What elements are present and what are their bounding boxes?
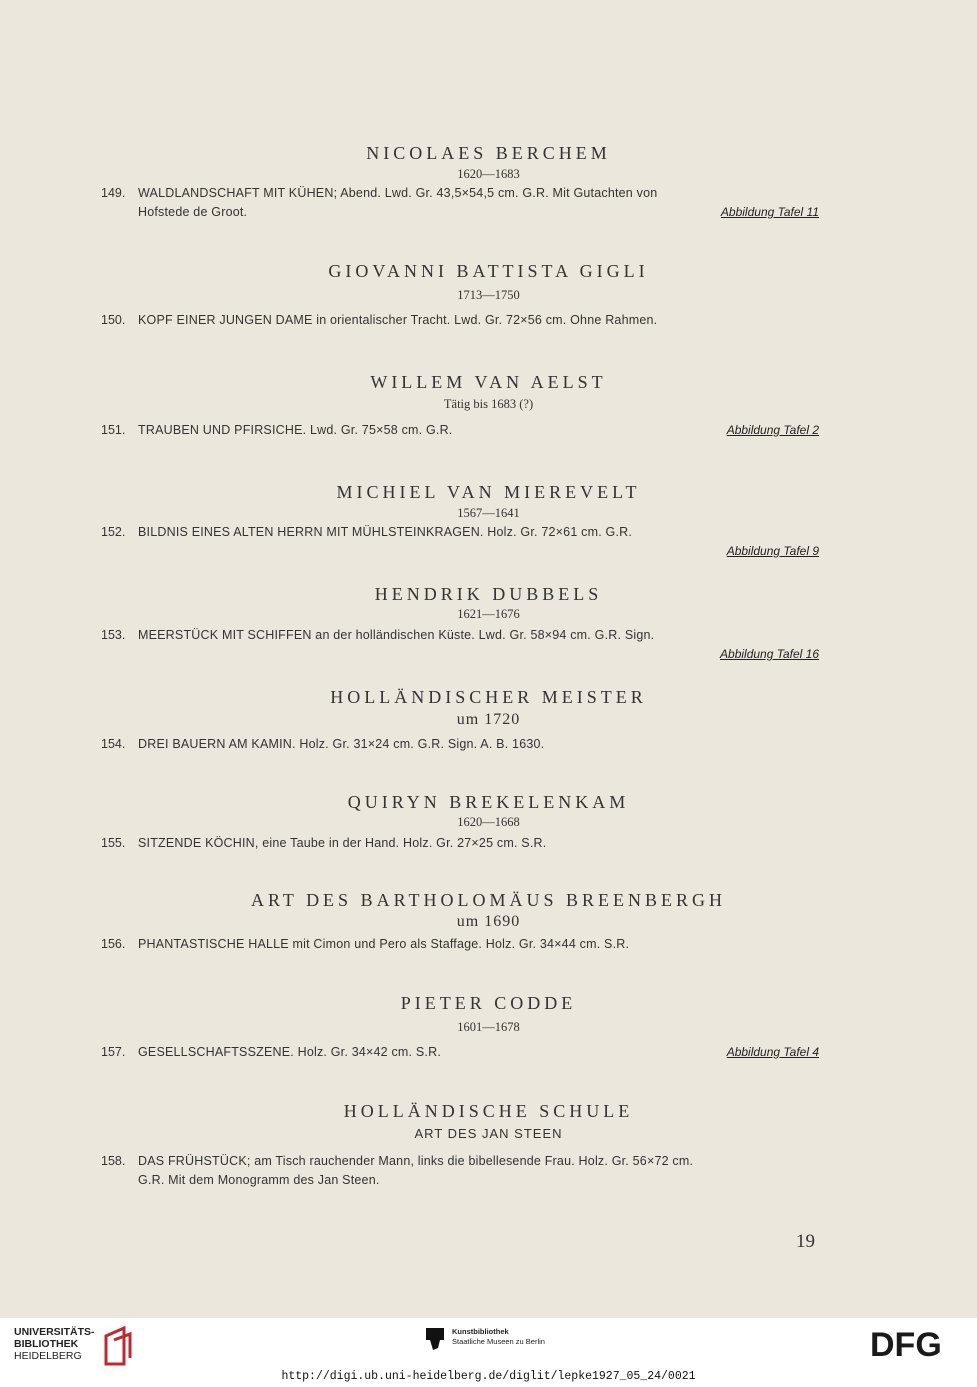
lot-number: 157. bbox=[101, 1045, 126, 1059]
uni-line-3: HEIDELBERG bbox=[14, 1350, 82, 1362]
lot-number: 153. bbox=[101, 628, 126, 642]
artist-heading: PIETER CODDE bbox=[400, 993, 577, 1013]
lot-number: 154. bbox=[101, 737, 126, 751]
artist-heading: QUIRYN BREKELENKAM bbox=[347, 792, 630, 812]
artist-heading: GIOVANNI BATTISTA GIGLI bbox=[328, 261, 649, 281]
lot-description: PHANTASTISCHE HALLE mit Cimon und Pero als Staffage. Holz. Gr. 34×44 cm. S.R. bbox=[138, 937, 630, 951]
artist-heading: HOLLÄNDISCHE SCHULE bbox=[343, 1101, 634, 1121]
uni-line-1: UNIVERSITÄTS- bbox=[14, 1326, 95, 1338]
lot-description: DAS FRÜHSTÜCK; am Tisch rauchender Mann, links die bibellesende Frau. Holz. Gr. 56×72 cm. bbox=[138, 1154, 694, 1168]
dfg-logo-icon bbox=[870, 1326, 966, 1360]
lot-number: 151. bbox=[101, 423, 126, 437]
plate-reference: Abbildung Tafel 4 bbox=[726, 1045, 819, 1059]
uni-line-2: BIBLIOTHEK bbox=[14, 1338, 79, 1350]
lot-description: KOPF EINER JUNGEN DAME in orientalischer Tracht. Lwd. Gr. 72×56 cm. Ohne Rahmen. bbox=[138, 313, 658, 327]
kb-line-2: Staatliche Museen zu Berlin bbox=[452, 1337, 545, 1346]
svg-text:DFG: DFG bbox=[870, 1326, 942, 1360]
lot-description-cont: Hofstede de Groot. bbox=[138, 205, 248, 219]
source-url[interactable]: http://digi.ub.uni-heidelberg.de/diglit/lepke1927_05_24/0021 bbox=[281, 1370, 696, 1383]
plate-reference: Abbildung Tafel 2 bbox=[726, 423, 819, 437]
university-library-name bbox=[14, 1326, 95, 1362]
artist-dates: Tätig bis 1683 (?) bbox=[443, 397, 534, 411]
lot-description: BILDNIS EINES ALTEN HERRN MIT MÜHLSTEINKRAGEN. Holz. Gr. 72×61 cm. G.R. bbox=[138, 525, 633, 539]
kunstbibliothek-logo-icon bbox=[426, 1328, 444, 1350]
lot-number: 155. bbox=[101, 836, 126, 850]
university-logo-icon bbox=[100, 1324, 136, 1368]
page-number: 19 bbox=[796, 1231, 815, 1252]
kunstbibliothek-name bbox=[452, 1327, 545, 1347]
artist-heading: ART DES BARTHOLOMÄUS BREENBERGH bbox=[250, 890, 727, 910]
artist-heading: MICHIEL VAN MIEREVELT bbox=[336, 482, 641, 502]
lot-number: 158. bbox=[101, 1154, 126, 1168]
kb-line-1: Kunstbibliothek bbox=[452, 1327, 509, 1336]
lot-description: SITZENDE KÖCHIN, eine Taube in der Hand. Holz. Gr. 27×25 cm. S.R. bbox=[138, 836, 547, 850]
artist-heading: NICOLAES BERCHEM bbox=[366, 143, 611, 163]
lot-description: GESELLSCHAFTSSZENE. Holz. Gr. 34×42 cm. S.R. bbox=[138, 1045, 441, 1059]
artist-dates: 1713—1750 bbox=[457, 288, 520, 302]
lot-description: TRAUBEN UND PFIRSICHE. Lwd. Gr. 75×58 cm. G.R. bbox=[138, 423, 453, 437]
digitization-footer bbox=[0, 1318, 977, 1387]
artist-dates: 1601—1678 bbox=[457, 1020, 520, 1034]
plate-reference: Abbildung Tafel 16 bbox=[720, 647, 819, 661]
artist-dates: ART DES JAN STEEN bbox=[414, 1126, 563, 1141]
lot-number: 149. bbox=[101, 186, 126, 200]
lot-description-cont: G.R. Mit dem Monogramm des Jan Steen. bbox=[138, 1173, 380, 1187]
artist-heading: HOLLÄNDISCHER MEISTER bbox=[330, 687, 647, 707]
lot-number: 150. bbox=[101, 313, 126, 327]
lot-description: DREI BAUERN AM KAMIN. Holz. Gr. 31×24 cm. G.R. Sign. A. B. 1630. bbox=[138, 737, 545, 751]
artist-heading: HENDRIK DUBBELS bbox=[374, 584, 603, 604]
plate-reference: Abbildung Tafel 9 bbox=[726, 544, 819, 558]
lot-number: 152. bbox=[101, 525, 126, 539]
artist-dates: um 1720 bbox=[456, 711, 521, 728]
lot-description: WALDLANDSCHAFT MIT KÜHEN; Abend. Lwd. Gr. 43,5×54,5 cm. G.R. Mit Gutachten von bbox=[138, 186, 658, 200]
artist-dates: um 1690 bbox=[456, 913, 521, 930]
artist-dates: 1567—1641 bbox=[457, 506, 520, 520]
lot-number: 156. bbox=[101, 937, 126, 951]
artist-dates: 1620—1683 bbox=[457, 167, 520, 181]
plate-reference: Abbildung Tafel 11 bbox=[720, 205, 819, 219]
lot-description: MEERSTÜCK MIT SCHIFFEN an der holländischen Küste. Lwd. Gr. 58×94 cm. G.R. Sign. bbox=[138, 628, 655, 642]
artist-dates: 1620—1668 bbox=[457, 815, 520, 829]
artist-heading: WILLEM VAN AELST bbox=[370, 372, 607, 392]
artist-dates: 1621—1676 bbox=[457, 607, 520, 621]
